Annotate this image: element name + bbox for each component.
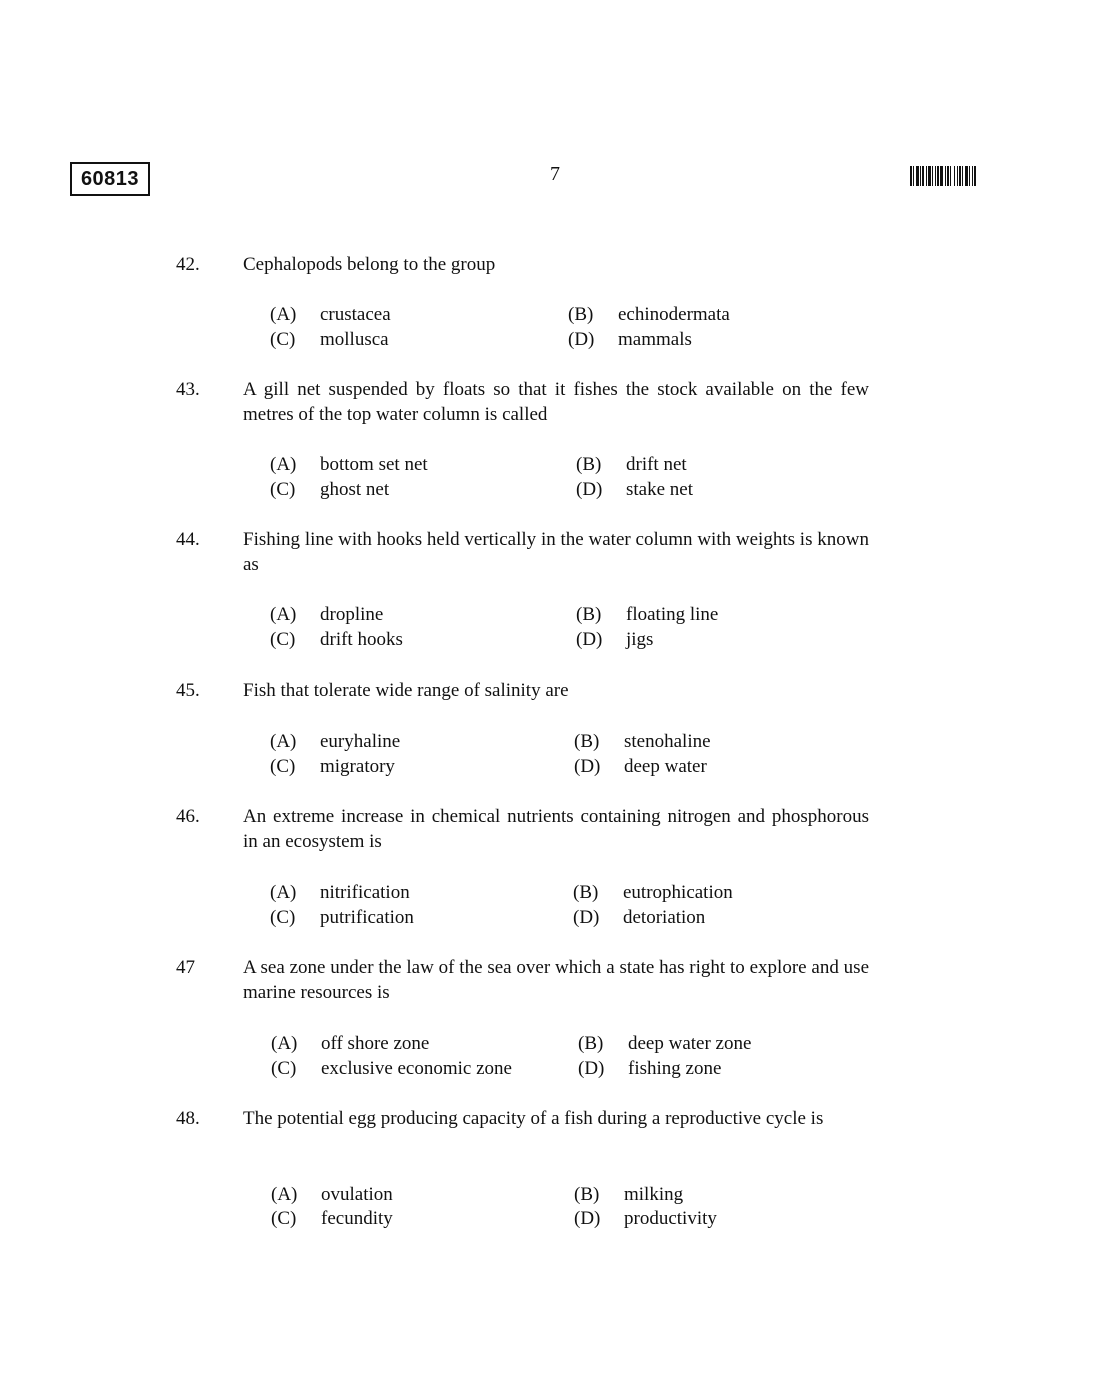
option-text: deep water zone [628, 1033, 752, 1054]
option-label: (B) [573, 882, 599, 903]
option-label: (D) [576, 629, 603, 650]
barcode-bar [976, 166, 978, 186]
option-label: (B) [574, 1184, 600, 1205]
option-text: migratory [320, 756, 395, 777]
question-number: 42. [176, 254, 200, 275]
option-text: stenohaline [624, 731, 711, 752]
option-text: drift hooks [320, 629, 403, 650]
barcode-icon [910, 166, 1042, 186]
option-text: drift net [626, 454, 687, 475]
option-text: milking [624, 1184, 684, 1205]
option-label: (A) [270, 604, 297, 625]
option-text: fecundity [321, 1208, 393, 1229]
question-text: A gill net suspended by floats so that it fishes the stock available on the few metres of the top water column is called [243, 379, 869, 425]
option-label: (B) [568, 304, 594, 325]
option-label: (C) [270, 629, 296, 650]
option-text: crustacea [320, 304, 391, 325]
option-text: floating line [626, 604, 719, 625]
option-label: (A) [270, 731, 297, 752]
option-b [573, 880, 733, 905]
option-label: (C) [271, 1058, 297, 1079]
option-label: (D) [574, 1208, 601, 1229]
option-d [568, 327, 692, 352]
option-text: bottom set net [320, 454, 428, 475]
option-text: deep water [624, 756, 707, 777]
option-text: nitrification [320, 882, 410, 903]
option-label: (D) [576, 479, 603, 500]
option-text: fishing zone [628, 1058, 722, 1079]
option-c [270, 327, 389, 352]
option-c [270, 627, 403, 652]
option-d [574, 1206, 717, 1231]
question-text: The potential egg producing capacity of a fish during a reproductive cycle is [243, 1108, 824, 1129]
option-label: (D) [574, 756, 601, 777]
option-d [576, 627, 653, 652]
option-label: (C) [270, 756, 296, 777]
option-label: (A) [271, 1033, 298, 1054]
option-label: (A) [271, 1184, 298, 1205]
option-label: (D) [573, 907, 600, 928]
option-c [270, 754, 395, 779]
option-label: (D) [568, 329, 595, 350]
option-label: (A) [270, 454, 297, 475]
option-text: productivity [624, 1208, 717, 1229]
option-text: detoriation [623, 907, 706, 928]
option-b [568, 302, 730, 327]
question-number: 45. [176, 680, 200, 701]
option-text: mollusca [320, 329, 389, 350]
option-label: (D) [578, 1058, 605, 1079]
option-label: (C) [270, 479, 296, 500]
question-text: A sea zone under the law of the sea over which a state has right to explore and use marine resources is [243, 957, 869, 1003]
option-d [574, 754, 707, 779]
page-number: 7 [550, 163, 560, 185]
option-label: (B) [578, 1033, 604, 1054]
option-label: (C) [270, 907, 296, 928]
option-a [270, 302, 391, 327]
option-c [270, 477, 389, 502]
option-text: putrification [320, 907, 414, 928]
option-a [270, 602, 383, 627]
option-text: mammals [618, 329, 692, 350]
option-label: (B) [576, 604, 602, 625]
option-label: (B) [574, 731, 600, 752]
option-a [271, 1182, 393, 1207]
option-b [578, 1031, 751, 1056]
question-number: 46. [176, 806, 200, 827]
option-a [270, 729, 400, 754]
question-number: 43. [176, 379, 200, 400]
paper-code: 60813 [70, 162, 150, 196]
option-text: exclusive economic zone [321, 1058, 512, 1079]
option-b [576, 452, 687, 477]
option-c [271, 1206, 393, 1231]
option-text: stake net [626, 479, 694, 500]
question-text: Fish that tolerate wide range of salinity are [243, 680, 569, 701]
question-number: 44. [176, 529, 200, 550]
option-c [271, 1056, 512, 1081]
option-text: dropline [320, 604, 384, 625]
option-text: ovulation [321, 1184, 393, 1205]
option-c [270, 905, 414, 930]
option-text: euryhaline [320, 731, 401, 752]
question-number: 48. [176, 1108, 200, 1129]
option-label: (C) [271, 1208, 297, 1229]
question-text: Cephalopods belong to the group [243, 254, 496, 275]
question-number: 47 [176, 957, 195, 978]
option-a [271, 1031, 429, 1056]
option-d [576, 477, 693, 502]
question-text: An extreme increase in chemical nutrients containing nitrogen and phosphorous in an ecosystem is [243, 806, 869, 852]
option-text: echinodermata [618, 304, 730, 325]
option-b [574, 729, 711, 754]
option-b [576, 602, 718, 627]
option-b [574, 1182, 683, 1207]
option-text: ghost net [320, 479, 390, 500]
option-label: (B) [576, 454, 602, 475]
option-d [573, 905, 705, 930]
option-label: (C) [270, 329, 296, 350]
option-text: eutrophication [623, 882, 733, 903]
option-text: jigs [626, 629, 654, 650]
option-text: off shore zone [321, 1033, 430, 1054]
question-text: Fishing line with hooks held vertically in the water column with weights is known as [243, 529, 869, 575]
option-label: (A) [270, 304, 297, 325]
option-a [270, 880, 410, 905]
option-d [578, 1056, 721, 1081]
option-a [270, 452, 428, 477]
option-label: (A) [270, 882, 297, 903]
